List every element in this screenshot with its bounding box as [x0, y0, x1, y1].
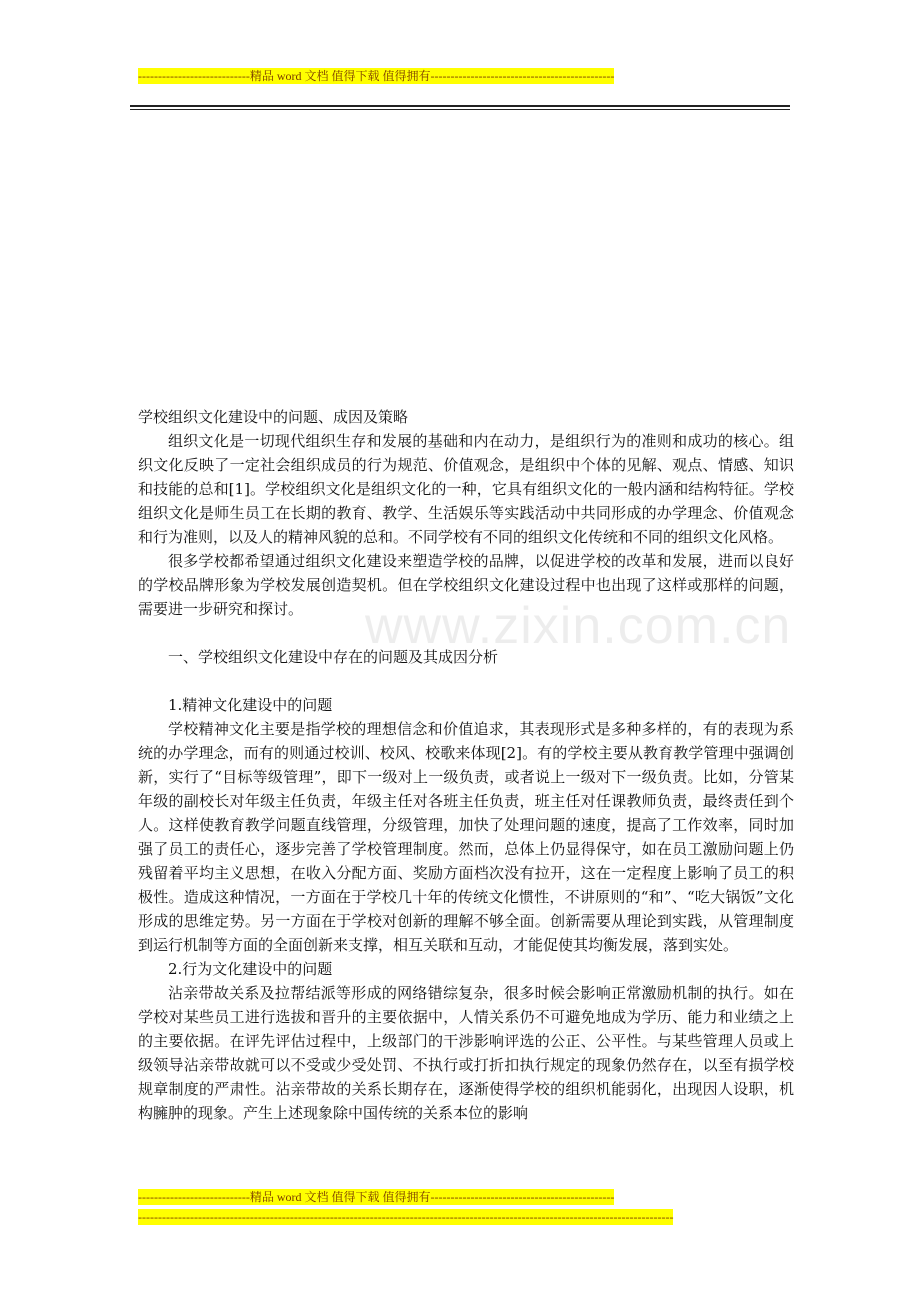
- subsection-1-heading: 1.精神文化建设中的问题: [168, 696, 333, 714]
- subsection-2-paragraph: 沾亲带故关系及拉帮结派等形成的网络错综复杂，很多时候会影响正常激励机制的执行。如在学校对某些员工进行选拔和晋升的主要依据中，人情关系仍不可避免地成为学历、能力和业绩之上的主要依据。在评先评估过程中，上级部门的干涉影响评选的公正、公平性。与某些管理人员或上级领导沾亲带故就可以不受或少受处罚、不执行或打折扣执行规定的现象仍然存在，以至有损学校规章制度的严肃性。沾亲带故的关系长期存在，逐渐使得学校的组织机能弱化，出现因人设职，机构臃肿的现象。产生上述现象除中国传统的关系本位的影响: [138, 984, 794, 1122]
- footer-dashes: --------------------------------------------------------------------------------------------------------------------------------------: [138, 1210, 674, 1224]
- intro-paragraph-2: 很多学校都希望通过组织文化建设来塑造学校的品牌，以促进学校的改革和发展，进而以良好的学校品牌形象为学校发展创造契机。但在学校组织文化建设过程中也出现了这样或那样的问题，需要进一步研究和探讨。: [138, 552, 794, 618]
- footer-banner: ----------------------------精品 word 文档 值得下载 值得拥有----------------------------------------------: [138, 1190, 615, 1204]
- spacer: [138, 669, 794, 693]
- subsection-1-paragraph: 学校精神文化主要是指学校的理想信念和价值追求，其表现形式是多种多样的，有的表现为系统的办学理念，而有的则通过校训、校风、校歌来体现[2]。有的学校主要从教育教学管理中强调创新，实行了“目标等级管理”，即下一级对上一级负责，或者说上一级对下一级负责。比如，分管某年级的副校长对年级主任负责，年级主任对各班主任负责，班主任对任课教师负责，最终责任到个人。这样使教育教学问题直线管理，分级管理，加快了处理问题的速度，提高了工作效率，同时加强了员工的责任心，逐步完善了学校管理制度。然而，总体上仍显得保守，如在员工激励问题上仍残留着平均主义思想，在收入分配方面、奖励方面档次没有拉开，这在一定程度上影响了员工的积极性。造成这种情况，一方面在于学校几十年的传统文化惯性，不讲原则的“和”、“吃大锅饭”文化形成的思维定势。另一方面在于学校对创新的理解不够全面。创新需要从理论到实践，从管理制度到运行机制等方面的全面创新来支撑，相互关联和互动，才能促使其均衡发展，落到实处。: [138, 720, 794, 954]
- subsection-2-heading: 2.行为文化建设中的问题: [168, 960, 333, 978]
- section-1-heading: 一、学校组织文化建设中存在的问题及其成因分析: [168, 648, 499, 666]
- watermark: www.zixin.com.cn: [365, 597, 792, 655]
- header-rule-thin: [130, 109, 790, 110]
- header-rule-thick: [130, 105, 790, 107]
- spacer: [138, 621, 794, 645]
- header-banner: ----------------------------精品 word 文档 值得下载 值得拥有----------------------------------------------: [138, 69, 615, 83]
- intro-paragraph-1: 组织文化是一切现代组织生存和发展的基础和内在动力，是组织行为的准则和成功的核心。组织文化反映了一定社会组织成员的行为规范、价值观念，是组织中个体的见解、观点、情感、知识和技能的总和[1]。学校组织文化是组织文化的一种，它具有组织文化的一般内涵和结构特征。学校组织文化是师生员工在长期的教育、教学、生活娱乐等实践活动中共同形成的办学理念、价值观念和行为准则，以及人的精神风貌的总和。不同学校有不同的组织文化传统和不同的组织文化风格。: [138, 432, 794, 546]
- document-body: [138, 405, 794, 1125]
- document-title: 学校组织文化建设中的问题、成因及策略: [138, 408, 409, 426]
